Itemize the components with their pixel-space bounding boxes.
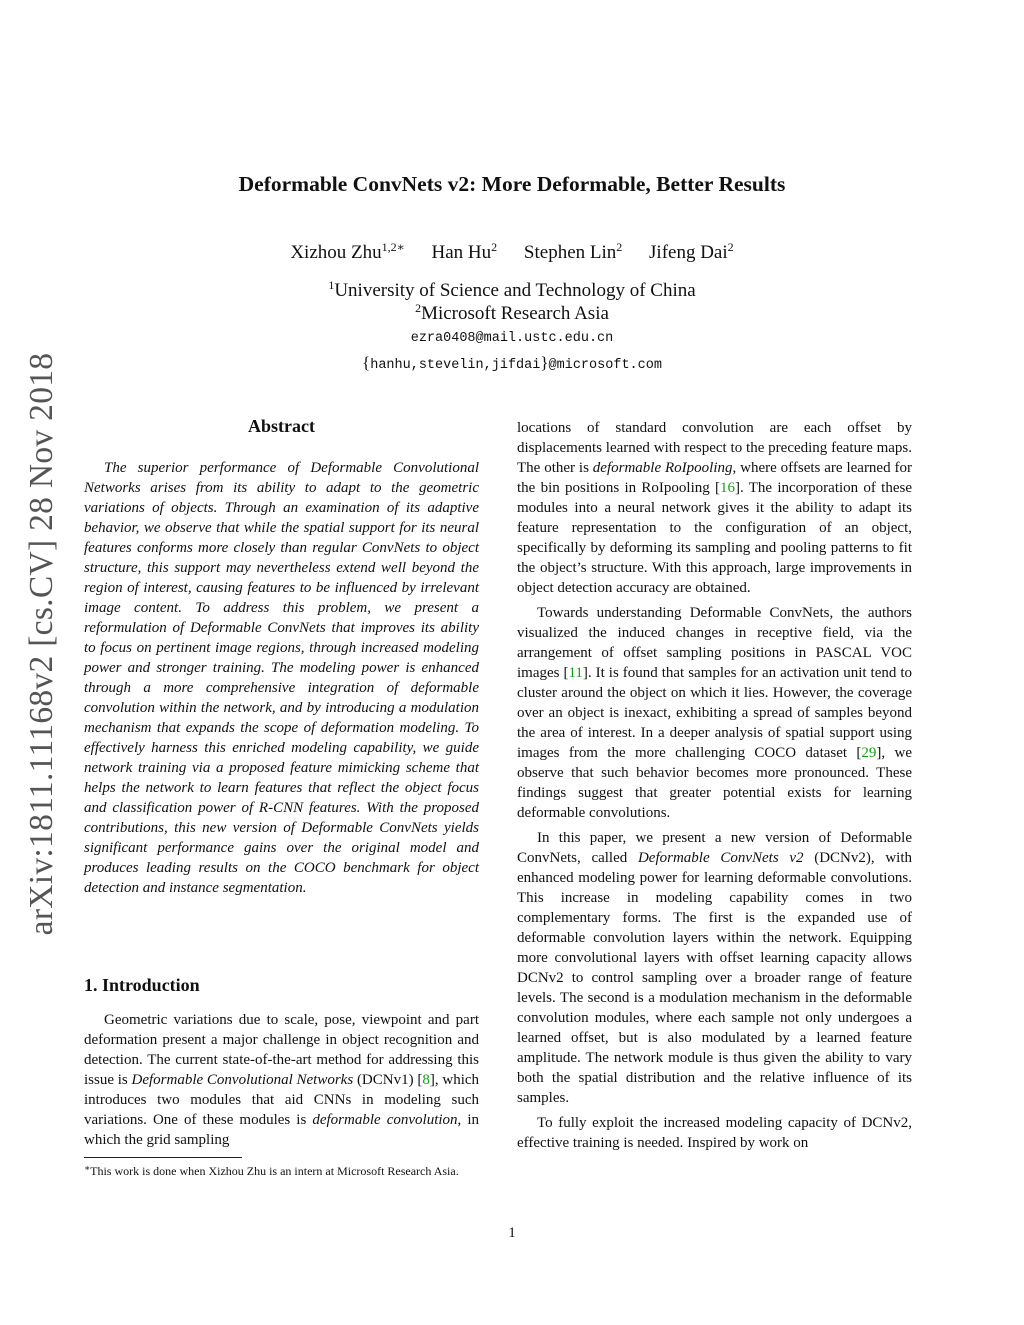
author-name: Jifeng Dai — [649, 242, 728, 263]
affiliation — [0, 301, 1024, 325]
author-list — [0, 240, 1024, 264]
author — [432, 242, 498, 263]
brace-open: { — [362, 353, 371, 372]
section-heading-introduction: 1. Introduction — [84, 975, 200, 995]
author-name: Han Hu — [431, 242, 492, 263]
author — [649, 242, 734, 263]
email-primary: ezra0408@mail.ustc.edu.cn — [410, 331, 614, 346]
body-paragraph: In this paper, we present a new version of Deformable ConvNets, called Deformable ConvNets v2 (DCNv2), with enhanced modeling power for learning deformable convolutions. This increase in modeling capability comes in two complementary forms. The first is the expanded use of deformable convolution layers within the network. Equipping more convolutional layers with offset learning capacity allows DCNv2 to control sampling over a broader range of feature levels. The second is a modulation mechanism in the deformable convolution modules, where each sample not only undergoes a learned offset, but is also modulated by a learned feature amplitude. The network module is thus given the ability to vary both the spatial distribution and the relative influence of its samples. — [517, 830, 912, 1106]
page-number: 1 — [508, 1225, 516, 1241]
body-paragraph: locations of standard convolution are each offset by displacements learned with respect to the preceding feature maps. The other is deformable RoIpooling, where offsets are learned for the bin positions in RoIpooling [16]. The incorporation of these modules into a neural network gives it the ability to adapt its feature representation to the configuration of an object, specifically by deforming its sampling and pooling patterns to fit the object’s structure. With this approach, large improvements in object detection accuracy are obtained. — [517, 420, 913, 596]
author-affiliation-mark: 1,2∗ — [381, 240, 405, 254]
footnote-divider — [84, 1157, 242, 1158]
arxiv-identifier: arXiv:1811.11168v2 [cs.CV] 28 Nov 2018 — [23, 352, 60, 936]
affiliation-name: University of Science and Technology of China — [334, 280, 696, 301]
affiliation-mark: 2 — [415, 301, 422, 315]
author — [524, 242, 622, 263]
brace-close: } — [540, 353, 549, 372]
citation-link[interactable]: 8 — [422, 1072, 430, 1088]
author-name: Stephen Lin — [523, 242, 617, 263]
body-paragraph: Geometric variations due to scale, pose, viewpoint and part deformation present a major challenge in object recognition and detection. The current state-of-the-art method for addressing this issue is Deformable Convolutional Networks (DCNv1) [8], which introduces two modules that aid CNNs in modeling such variations. One of these modules is deformable convolution, in which the grid sampling — [84, 1012, 480, 1148]
affiliation — [0, 278, 1024, 302]
email-group — [0, 353, 1024, 373]
citation-link[interactable]: 11 — [568, 665, 583, 681]
abstract-paragraph: The superior performance of Deformable Convolutional Networks arises from its ability to adapt to the geometric variations of objects. Through an examination of its adaptive behavior, we observe that while the spatial support for its neural features conforms more closely than regular ConvNets to object structure, this support may nevertheless extend well beyond the region of interest, causing features to be influenced by irrelevant image content. To address this problem, we present a reformulation of Deformable ConvNets that improves its ability to focus on pertinent image regions, through increased modeling power and stronger training. The modeling power is enhanced through a more comprehensive integration of deformable convolution within the network, and by introducing a modulation mechanism that expands the scope of deformation modeling. To effectively harness this enriched modeling capability, we guide network training via a proposed feature mimicking scheme that helps the network to learn features that reflect the object focus and classification power of R-CNN features. With the proposed contributions, this new version of Deformable ConvNets yields significant performance gains over the original model and produces leading results on the COCO benchmark for object detection and instance segmentation. — [84, 460, 479, 896]
body-paragraph: To fully exploit the increased modeling capacity of DCNv2, effective training is needed. Inspired by work on — [517, 1115, 912, 1151]
author-name: Xizhou Zhu — [290, 242, 382, 263]
arxiv-sidebar — [18, 346, 66, 942]
affiliation-mark: 1 — [328, 278, 335, 292]
email-group-domain: @microsoft.com — [548, 358, 662, 373]
introduction-body — [84, 1010, 479, 1150]
citation-link[interactable]: 16 — [720, 480, 736, 496]
footnote-mark: ∗ — [84, 1163, 91, 1173]
abstract-heading: Abstract — [248, 416, 315, 436]
footnote-text: This work is done when Xizhou Zhu is an intern at Microsoft Research Asia. — [90, 1164, 459, 1178]
author-affiliation-mark: 2 — [616, 240, 623, 254]
affiliation-name: Microsoft Research Asia — [421, 303, 609, 324]
body-paragraph: Towards understanding Deformable ConvNets, the authors visualized the induced changes in receptive field, via the arrangement of offset sampling positions in PASCAL VOC images [11]. It is found that samples for an activation unit tend to cluster around the object on which it lies. However, the coverage over an object is inexact, exhibiting a spread of samples beyond the area of interest. In a deeper analysis of spatial support using images from the more challenging COCO dataset [29], we observe that such behavior becomes more pronounced. These findings suggest that greater potential exists for learning deformable convolutions. — [517, 605, 912, 821]
author-affiliation-mark: 2 — [491, 240, 498, 254]
author — [290, 242, 404, 263]
citation-link[interactable]: 29 — [861, 745, 877, 761]
abstract-body — [84, 458, 479, 898]
author-affiliation-mark: 2 — [727, 240, 734, 254]
paper-title: Deformable ConvNets v2: More Deformable, Better Results — [238, 172, 786, 196]
footnote — [84, 1160, 479, 1180]
email-group-names: hanhu,stevelin,jifdai — [370, 358, 541, 373]
right-column-body — [517, 418, 912, 1153]
